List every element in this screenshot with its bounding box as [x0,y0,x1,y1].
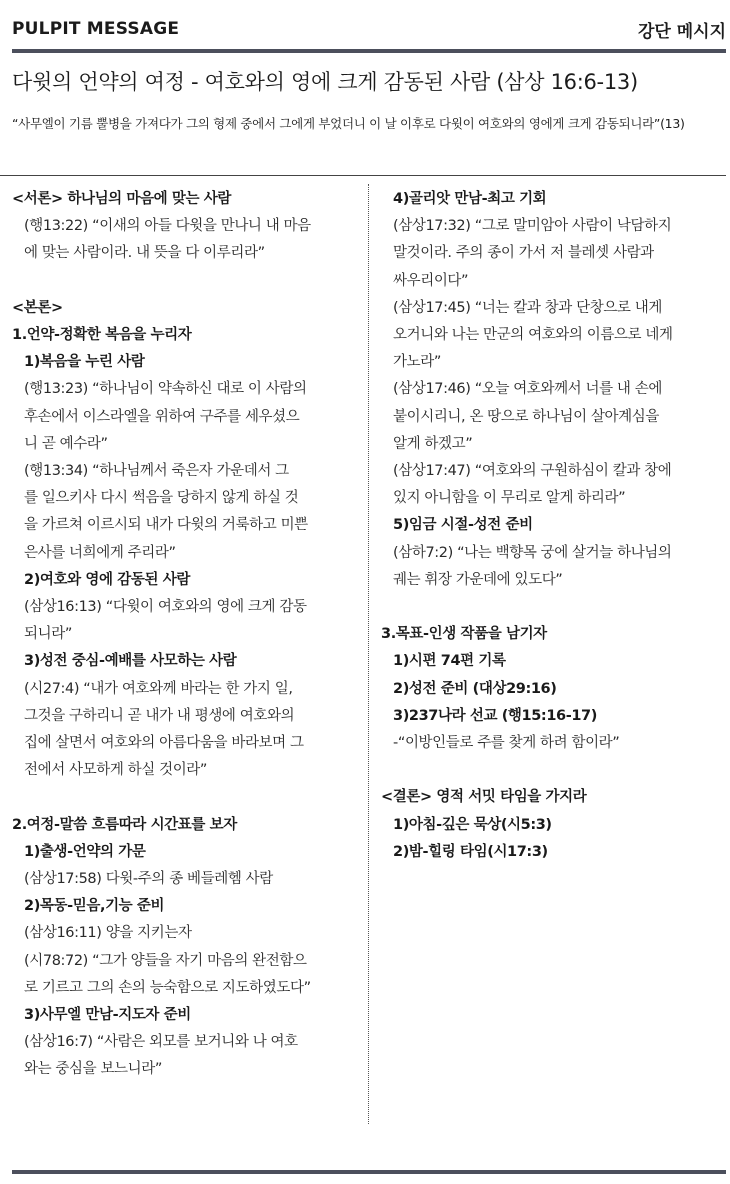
section-heading: 3)사무엘 만남-지도자 준비 [24,1007,191,1024]
section-heading: 5)임금 시절-성전 준비 [393,517,533,534]
right-column [381,186,726,866]
verse-line: 을 가르쳐 이르시되 내가 다윗의 거룩하고 미쁜 [24,517,308,534]
verse-line: (삼상17:45) “너는 칼과 창과 단창으로 내게 [393,299,662,316]
section-heading: <본론> [12,299,63,316]
verse-line: (삼상16:13) “다윗이 여호와의 영에 크게 감동 [24,599,307,616]
verse-line: 집에 살면서 여호와의 아름다움을 바라보며 그 [24,735,304,752]
verse-line: (삼상16:11) 양을 지키는자 [24,925,192,942]
verse-line: 붙이시리니, 온 땅으로 하나님이 살아계심을 [393,408,659,425]
verse-line: -“이방인들로 주를 찾게 하려 함이라” [393,735,620,752]
verse-line: (삼상17:58) 다윗-주의 종 베들레헴 사람 [24,871,273,888]
section-heading: 4)골리앗 만남-최고 기회 [393,191,547,207]
verse-line: (시78:72) “그가 양들을 자기 마음의 완전함으 [24,952,307,969]
verse-line: 싸우리이다” [393,272,469,289]
verse-line: 되니라” [24,626,72,643]
verse-line: 를 일으키사 다시 썩음을 당하지 않게 하실 것 [24,490,299,507]
section-heading: 1.언약-정확한 복음을 누리자 [12,327,192,343]
verse-line: 그것을 구하리니 곧 내가 내 평생에 여호와의 [24,707,295,724]
sermon-title: 다윗의 언약의 여정 - 여호와의 영에 크게 감동된 사람 (삼상 16:6-13) [12,70,638,94]
verse-line: 오거니와 나는 만군의 여호와의 이름으로 네게 [393,327,673,344]
spacer [12,784,362,811]
verse-line: 니 곧 예수라” [24,435,108,452]
column-divider [368,184,369,1124]
verse-line: 후손에서 이스라엘을 위하여 구주를 세우셨으 [24,408,300,425]
section-heading: <서론> 하나님의 마음에 맞는 사람 [12,191,231,207]
section-heading: <결론> 영적 서밋 타임을 가지라 [381,789,587,806]
verse-line: (삼하7:2) “나는 백향목 궁에 살거늘 하나님의 [393,544,672,561]
verse-line: 로 기르고 그의 손의 능숙함으로 지도하였도다” [24,979,311,996]
verse-line: (삼상16:7) “사람은 외모를 보거니와 나 여호 [24,1034,298,1051]
verse-line: 에 맞는 사람이라. 내 뜻을 다 이루리라” [24,245,265,262]
section-label-korean: 강단 메시지 [637,21,726,42]
left-column [12,186,362,1084]
verse-line: 있지 아니함을 이 무리로 알게 하리라” [393,490,626,507]
verse-line: 궤는 휘장 가운데에 있도다” [393,571,563,588]
verse-line: (삼상17:32) “그로 말미암아 사람이 낙담하지 [393,218,672,235]
spacer [12,268,362,295]
section-heading: 2)목동-믿음,기능 준비 [24,898,165,915]
section-heading: 1)복음을 누린 사람 [24,354,145,371]
verse-line: 은사를 너희에게 주리라” [24,544,176,561]
spacer [381,594,726,621]
verse-line: (시27:4) “내가 여호와께 바라는 한 가지 일, [24,680,293,697]
header-rule [12,49,726,53]
section-heading: 2)여호와 영에 감동된 사람 [24,571,190,588]
section-heading: 3)237나라 선교 (행15:16-17) [393,707,597,724]
section-heading: 2.여정-말씀 흐름따라 시간표를 보자 [12,816,237,833]
verse-line: (삼상17:47) “여호와의 구원하심이 칼과 창에 [393,463,672,480]
section-heading: 3.목표-인생 작품을 남기자 [381,626,547,643]
verse-line: (행13:22) “이새의 아들 다윗을 만나니 내 마음 [24,218,311,235]
section-heading: 1)출생-언약의 가문 [24,843,146,860]
verse-line: 알게 하겠고” [393,435,473,452]
footer-rule [12,1170,726,1174]
verse-line: (행13:34) “하나님께서 죽은자 가운데서 그 [24,463,289,480]
section-heading: 3)성전 중심-예배를 사모하는 사람 [24,653,237,670]
verse-line: (삼상17:46) “오늘 여호와께서 너를 내 손에 [393,381,662,398]
verse-line: 전에서 사모하게 하실 것이라” [24,762,208,779]
page-header [12,14,726,44]
verse-line: 말것이라. 주의 종이 가서 저 블레셋 사람과 [393,245,654,262]
spacer [381,757,726,784]
key-verse-quote: “사무엘이 기름 뿔병을 가져다가 그의 형제 중에서 그에게 부었더니 이 날 이후로 다윗이 여호와의 영에게 크게 감동되니라”(13) [12,116,685,131]
section-heading: 1)시편 74편 기록 [393,653,506,670]
verse-line: (행13:23) “하나님이 약속하신 대로 이 사람의 [24,381,307,398]
title-divider [0,175,726,176]
verse-line: 가노라” [393,354,441,371]
section-label: PULPIT MESSAGE [12,19,180,39]
section-heading: 1)아침-깊은 묵상(시5:3) [393,816,552,833]
section-heading: 2)밤-힐링 타임(시17:3) [393,843,548,860]
verse-line: 와는 중심을 보느니라” [24,1061,162,1078]
section-heading: 2)성전 준비 (대상29:16) [393,680,557,697]
